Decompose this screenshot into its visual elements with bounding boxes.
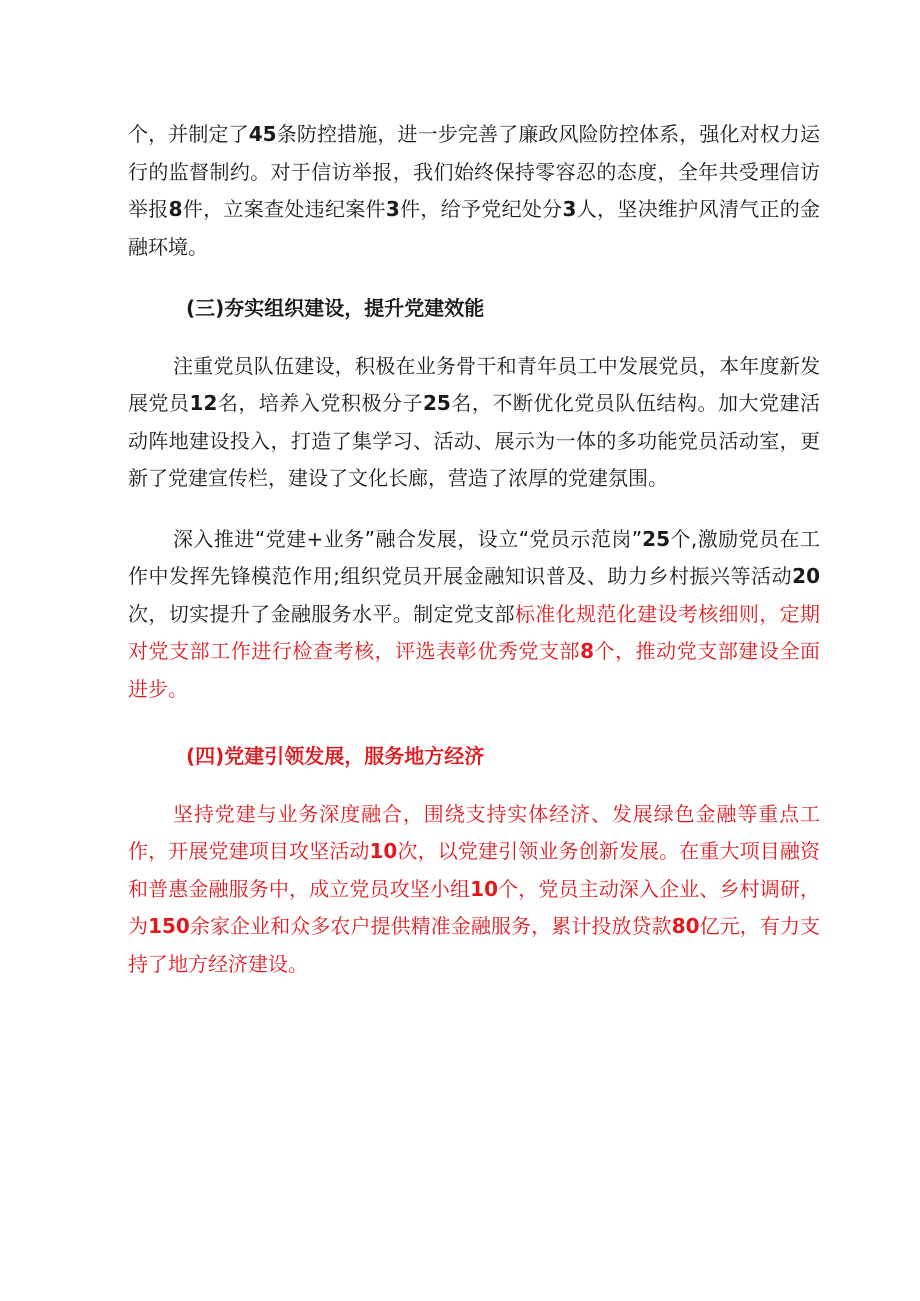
text-run: 条防控措施，进一步完善了廉政风险防控体系，强化对权力运行的监督制约。对于信访举报，我们始终保持零容忍的态度，全年共受理信访举报 <box>128 122 821 221</box>
number-teams: 10 <box>470 876 498 901</box>
number-cases: 3 <box>385 197 400 221</box>
text-run: 坚持党建与业务深度融合，围绕支持实体经济、发展绿色金融等重点工作，开展党建项目攻坚活动 <box>128 801 820 863</box>
number-activities: 20 <box>792 564 820 588</box>
paragraph-integration <box>128 521 820 709</box>
text-run: 件，立案查处违纪案件 <box>182 197 386 221</box>
highlighted-text: 标准化规范化建设考核细则，定期对党支部工作进行检查考核，评选表彰优秀党支部 <box>128 601 821 663</box>
text-run: 余家企业和众多农户提供精准金融服务，累计投放贷款 <box>189 914 672 938</box>
number-branches: 8 <box>580 639 594 663</box>
section-heading-4: (四)党建引领发展，服务地方经济 <box>186 744 485 768</box>
paragraph-organization <box>128 348 820 498</box>
text-run: 次，切实提升了金融服务水平。制定党支部 <box>128 601 515 626</box>
number-model-posts: 25 <box>642 526 670 551</box>
number-measures: 45 <box>248 122 277 146</box>
text-run: 个，并制定了 <box>128 122 249 146</box>
number-new-members: 12 <box>189 391 218 415</box>
number-reports: 8 <box>168 197 183 221</box>
text-run: 名，不断优化党员队伍结构。加大党建活动阵地建设投入，打造了集学习、活动、展示为一体的多功能党员活动室，更新了党建宣传栏，建设了文化长廊，营造了浓厚的党建氛围。 <box>128 391 821 490</box>
paragraph-economy <box>128 796 820 984</box>
text-run: 人，坚决维护风清气正的金融环境。 <box>128 197 821 259</box>
text-run: 名，培养入党积极分子 <box>217 391 423 415</box>
text-run: 注重党员队伍建设，积极在业务骨干和青年员工中发展党员，本年度新发展党员 <box>128 353 820 415</box>
number-activists: 25 <box>422 391 451 415</box>
number-punished: 3 <box>562 197 577 221</box>
text-run: 件，给予党纪处分 <box>399 197 563 221</box>
highlighted-text: 个，推动党支部建设全面进步。 <box>128 639 821 701</box>
number-loans: 80 <box>671 914 700 938</box>
text-run: 个,激励党员在工作中发挥先锋模范作用;组织党员开展金融知识普及、助力乡村振兴等活动 <box>128 526 821 588</box>
text-run: 深入推进“党建+业务”融合发展，设立“党员示范岗” <box>173 526 643 551</box>
section-heading-3: (三)夯实组织建设，提升党建效能 <box>186 296 485 320</box>
text-run: 个，党员主动深入企业、乡村调研，为 <box>128 876 821 938</box>
number-projects: 10 <box>369 839 398 863</box>
number-enterprises: 150 <box>148 914 190 938</box>
text-run: 亿元，有力支持了地方经济建设。 <box>128 914 821 976</box>
text-run: 次，以党建引领业务创新发展。在重大项目融资和普惠金融服务中，成立党员攻坚小组 <box>128 839 821 901</box>
document-page <box>128 116 820 983</box>
paragraph-discipline <box>128 116 820 266</box>
